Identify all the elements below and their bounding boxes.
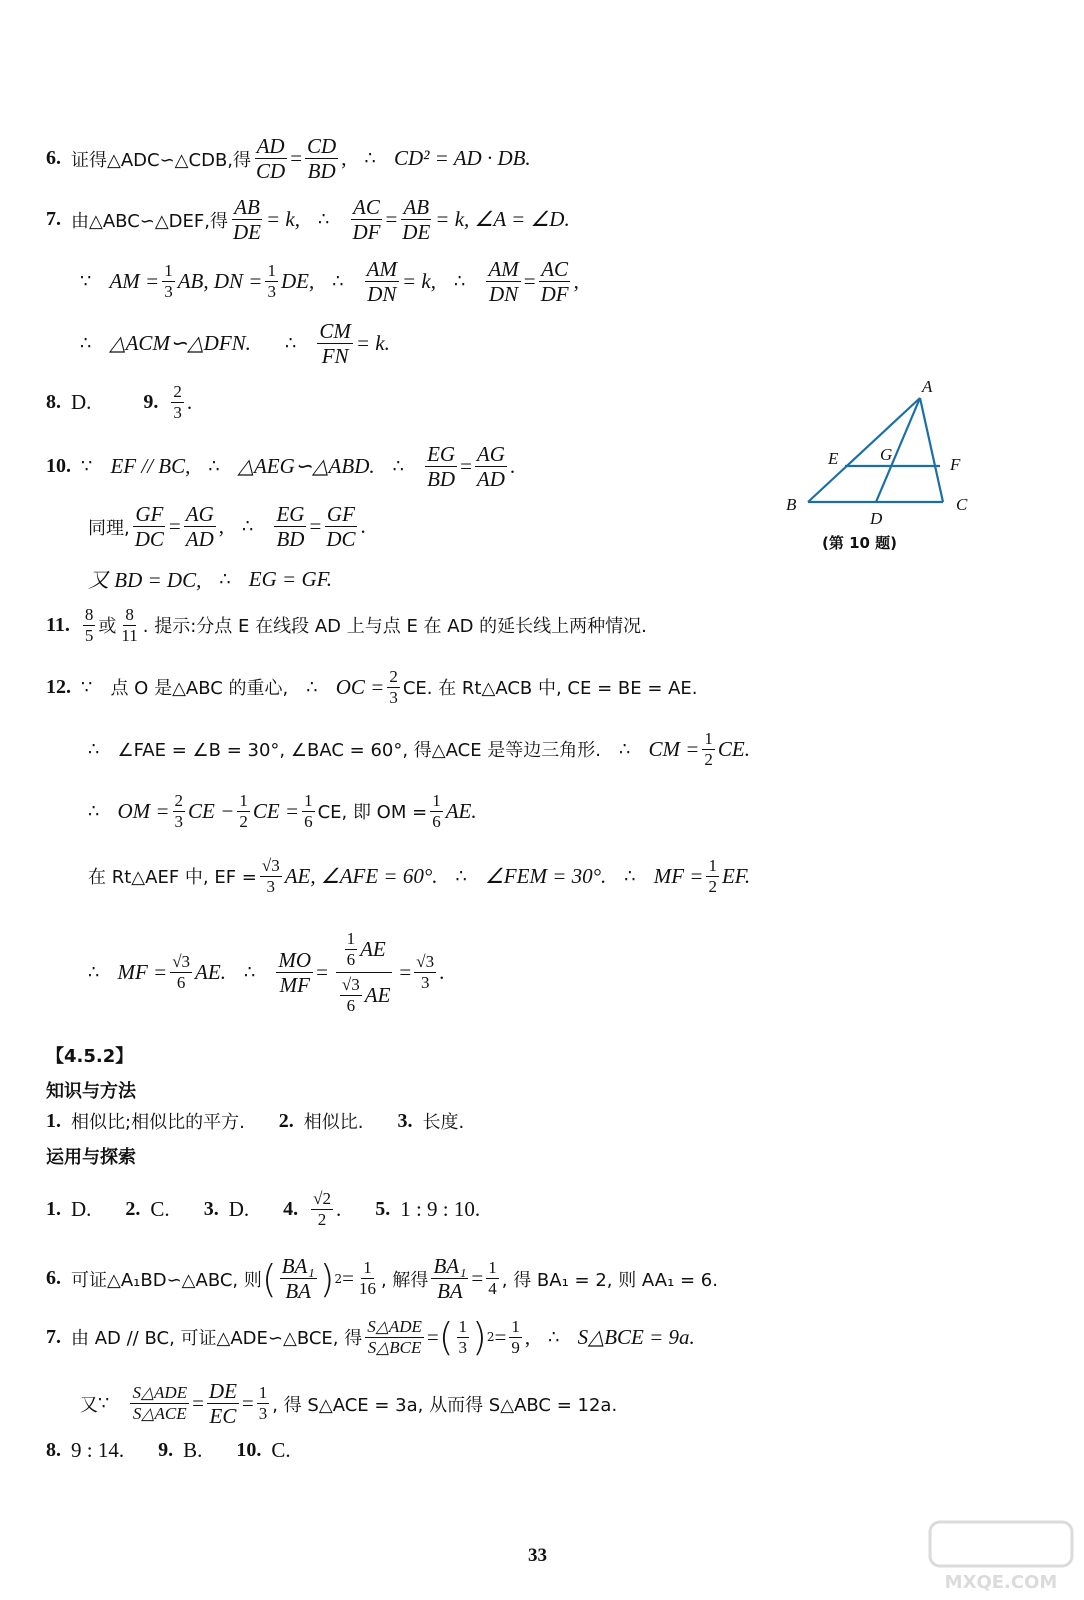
answer-12-line-4: 在 Rt△AEF 中, EF = $\frac{√3}{3}$ AE, ∠AFE = 60°. ∴ ∠FEM = 30°. ∴ MF = $\frac{1}{2}$ EF.: [88, 856, 751, 896]
fraction: $\frac{AB}{DE}$: [233, 195, 261, 245]
fraction: $\frac{AG}{AD}$: [476, 442, 505, 492]
question-number: 9.: [143, 390, 159, 413]
therefore-symbol: ∴: [318, 209, 330, 231]
answer-7: 7. 由△ABC∽△DEF,得 $\frac{AB}{DE}$ = k, ∴ $\frac{AC}{DF}$ = $\frac{AB}{DE}$ = k, ∠A = ∠D.: [46, 195, 570, 245]
fraction: $\frac{AD}{CD}$: [256, 134, 286, 184]
therefore-symbol: ∴: [242, 516, 254, 538]
fraction: $\frac{EG}{BD}$: [427, 442, 456, 492]
therefore-symbol: ∴: [88, 961, 100, 983]
answer-12-line-2: ∴ ∠FAE = ∠B = 30°, ∠BAC = 60°, 得△ACE 是等边三角形. ∴ CM = $\frac{1}{2}$ CE.: [88, 729, 750, 769]
question-number: 12.: [46, 675, 71, 698]
figure-caption: (第 10 题): [822, 534, 898, 552]
therefore-symbol: ∴: [80, 333, 92, 355]
therefore-symbol: ∴: [284, 333, 297, 355]
answer-7-line-3: ∴ △ACM∽△DFN. ∴ $\frac{CM}{FN}$ = k.: [80, 319, 390, 369]
answer-text: CD² = AD · DB.: [393, 146, 531, 171]
knowledge-answers: 1. 相似比;相似比的平方. 2. 相似比. 3. 长度.: [46, 1109, 465, 1133]
therefore-symbol: ∴: [332, 271, 344, 293]
practice-answers-1-5: 1. D. 2. C. 3. D. 4. $\frac{√2}{2}$ . 5. 1 : 9 : 10.: [46, 1189, 481, 1229]
fraction: $\frac{\text{BA₁}}{BA}$: [433, 1254, 467, 1304]
section-header: 【4.5.2】: [46, 1046, 134, 1067]
therefore-symbol: ∴: [208, 456, 220, 478]
answer-6: 6. 证得△ADC∽△CDB,得 $\frac{AD}{CD}$ = $\frac{CD}{BD}$ , ∴ CD² = AD · DB.: [46, 134, 531, 184]
fraction: $\frac{2}{3}$: [389, 667, 398, 707]
label-f: F: [950, 455, 961, 474]
question-number: 7.: [46, 208, 61, 231]
fraction: $\frac{CM}{FN}$: [319, 319, 351, 369]
practice-answer-7-line-2: 又 ∵ $\frac{\text{S△ADE}}{\text{S△ACE}}$ = $\frac{DE}{EC}$ = $\frac{1}{3}$ , 得 S△ACE = 3a, 从而得 S△ABC = 12a.: [80, 1379, 618, 1429]
question-number: 10.: [46, 455, 71, 478]
answer-10-line-3: 又 BD = DC, ∴ EG = GF.: [88, 566, 332, 592]
fraction: $\frac{\text{S△ADE}}{\text{S△ACE}}$: [132, 1383, 188, 1424]
label-g: G: [880, 445, 893, 464]
fraction: $\frac{√3}{3}$: [416, 951, 435, 992]
question-number: 11.: [46, 613, 70, 636]
hint-text: . 提示:分点 E 在线段 AD 上与点 E 在 AD 的延长线上两种情况.: [142, 616, 647, 638]
therefore-symbol: ∴: [243, 961, 256, 983]
because-symbol: ∵: [81, 676, 93, 698]
therefore-symbol: ∴: [624, 865, 636, 887]
label-c: C: [956, 495, 968, 514]
therefore-symbol: ∴: [88, 800, 100, 822]
segment-ab: [808, 398, 920, 502]
fraction: $\frac{1}{3}$: [458, 1317, 468, 1357]
therefore-symbol: ∴: [219, 568, 231, 590]
answer-12: 12. ∵ 点 O 是△ABC 的重心, ∴ OC = $\frac{2}{3}$ CE. 在 Rt△ACB 中, CE = BE = AE.: [46, 667, 698, 707]
answer-10-line-2: 同理, $\frac{GF}{DC}$ = $\frac{AG}{AD}$ , ∴ $\frac{EG}{BD}$ = $\frac{GF}{DC}$ .: [88, 502, 366, 552]
because-symbol: ∵: [98, 1393, 110, 1415]
fraction: $\frac{1}{16}$: [358, 1258, 376, 1299]
fraction: $\frac{1}{2}$: [704, 729, 713, 769]
because-symbol: ∵: [80, 271, 92, 293]
fraction: $\frac{8}{11}$: [121, 605, 138, 645]
segment-ac: [920, 398, 943, 502]
fraction: $\frac{AM}{DN}$: [488, 257, 519, 307]
page-number: 33: [528, 1545, 547, 1566]
fraction: $\frac{1}{6}$: [304, 791, 313, 831]
practice-answer-7: 7. 由 AD // BC, 可证△ADE∽△BCE, 得 $\frac{\text{S△ADE}}{\text{S△BCE}}$ = ( $\frac{1}{3}$ ) 2 = $\frac{1}{9}$ , ∴ S△BCE = 9a.: [46, 1315, 695, 1360]
because-symbol: ∵: [81, 456, 93, 478]
fraction: $\frac{AB}{DE}$: [402, 195, 431, 245]
fraction: $\frac{1}{2}$: [708, 856, 717, 896]
fraction: $\frac{GF}{DC}$: [326, 502, 356, 552]
therefore-symbol: ∴: [392, 456, 405, 478]
fraction: $\frac{1}{3}$: [258, 1383, 268, 1424]
label-d: D: [870, 509, 883, 528]
practice-answer-6: 6. 可证△A₁BD∽△ABC, 则 ( $\frac{\text{BA₁}}{BA}$ ) 2 = $\frac{1}{16}$ , 解得 $\frac{\text{BA₁}}{BA}$ = $\frac{1}{4}$ , 得 BA₁ = 2, 则 AA₁ = 6.: [46, 1254, 718, 1304]
answer-12-line-3: ∴ OM = $\frac{2}{3}$ CE − $\frac{1}{2}$ CE = $\frac{1}{6}$ CE, 即 OM = $\frac{1}{6}$ AE.: [88, 791, 477, 831]
therefore-symbol: ∴: [619, 738, 631, 760]
therefore-symbol: ∴: [364, 148, 376, 170]
fraction: $\frac{\text{BA₁}}{BA}$: [281, 1254, 315, 1304]
answer-7-line-2: ∵ AM = $\frac{1}{3}$ AB, DN = $\frac{1}{3}$ DE, ∴ $\frac{AM}{DN}$ = k, ∴ $\frac{AM}{DN}$ = $\frac{AC}{DF}$ ,: [80, 257, 579, 307]
therefore-symbol: ∴: [88, 738, 100, 760]
therefore-symbol: ∴: [453, 271, 466, 293]
fraction: $\frac{1}{2}$: [239, 791, 248, 831]
fraction: $\frac{MO}{MF}$: [278, 947, 312, 997]
fraction: $\frac{8}{5}$: [84, 605, 94, 645]
fraction: $\frac{2}{3}$: [174, 791, 184, 831]
fraction: $\frac{√2}{2}$: [313, 1189, 331, 1229]
fraction: $\frac{AC}{DF}$: [352, 195, 381, 245]
therefore-symbol: ∴: [548, 1326, 560, 1348]
answer-8-9: 8. D. 9. $\frac{2}{3}$ .: [46, 382, 193, 422]
therefore-symbol: ∴: [306, 676, 318, 698]
fraction: $\frac{\text{S△ADE}}{\text{S△BCE}}$: [367, 1317, 422, 1357]
question-number: 6.: [46, 147, 61, 170]
label-a: A: [922, 378, 933, 396]
compound-fraction: $\frac{1}{6}$ AE $\frac{√3}{6}$ AE: [331, 930, 397, 1014]
subsection-practice: 运用与探索: [46, 1147, 136, 1168]
subsection-knowledge: 知识与方法: [46, 1081, 136, 1102]
answer-10: 10. ∵ EF // BC, ∴ △AEG∽△ABD. ∴ $\frac{EG}{BD}$ = $\frac{AG}{AD}$ .: [46, 442, 516, 492]
answer-12-line-5: ∴ MF = $\frac{√3}{6}$ AE. ∴ $\frac{MO}{MF}$ = $\frac{1}{6}$ AE $\frac{√3}{6}$ AE = $\frac{√3}{3}$ .: [88, 929, 445, 1015]
fraction: $\frac{AC}{DF}$: [540, 257, 569, 307]
watermark-logo: [926, 1518, 1076, 1596]
fraction: $\frac{AM}{DN}$: [366, 257, 397, 307]
fraction: $\frac{1}{6}$: [432, 791, 441, 831]
fraction: $\frac{AG}{AD}$: [185, 502, 214, 552]
answer-text: 由△ABC∽△DEF,得: [71, 210, 228, 232]
label-e: E: [828, 449, 839, 468]
fraction: $\frac{EG}{BD}$: [276, 502, 305, 552]
fraction: $\frac{2}{3}$: [173, 382, 182, 422]
fraction: $\frac{1}{4}$: [488, 1258, 497, 1299]
question-number: 8.: [46, 390, 61, 413]
svg-text:MXQE.COM: MXQE.COM: [944, 1572, 1058, 1593]
fraction: $\frac{√3}{6}$: [172, 951, 191, 992]
fraction: $\frac{1}{3}$: [164, 261, 173, 302]
label-b: B: [786, 495, 797, 514]
fraction: $\frac{GF}{DC}$: [134, 502, 164, 552]
fraction: $\frac{1}{9}$: [511, 1317, 520, 1357]
answer-text: 证得△ADC∽△CDB,得: [71, 149, 252, 171]
practice-answers-8-10: 8. 9 : 14. 9. B. 10. C.: [46, 1438, 291, 1462]
answer-11: 11. $\frac{8}{5}$ 或 $\frac{8}{11}$ . 提示:分点 E 在线段 AD 上与点 E 在 AD 的延长线上两种情况.: [46, 605, 647, 645]
fraction: $\frac{DE}{EC}$: [208, 1379, 237, 1429]
therefore-symbol: ∴: [455, 865, 467, 887]
fraction: $\frac{1}{3}$: [267, 261, 276, 302]
fraction: $\frac{CD}{BD}$: [307, 134, 337, 184]
triangle-figure: [780, 378, 980, 528]
fraction: $\frac{√3}{3}$: [261, 856, 280, 896]
